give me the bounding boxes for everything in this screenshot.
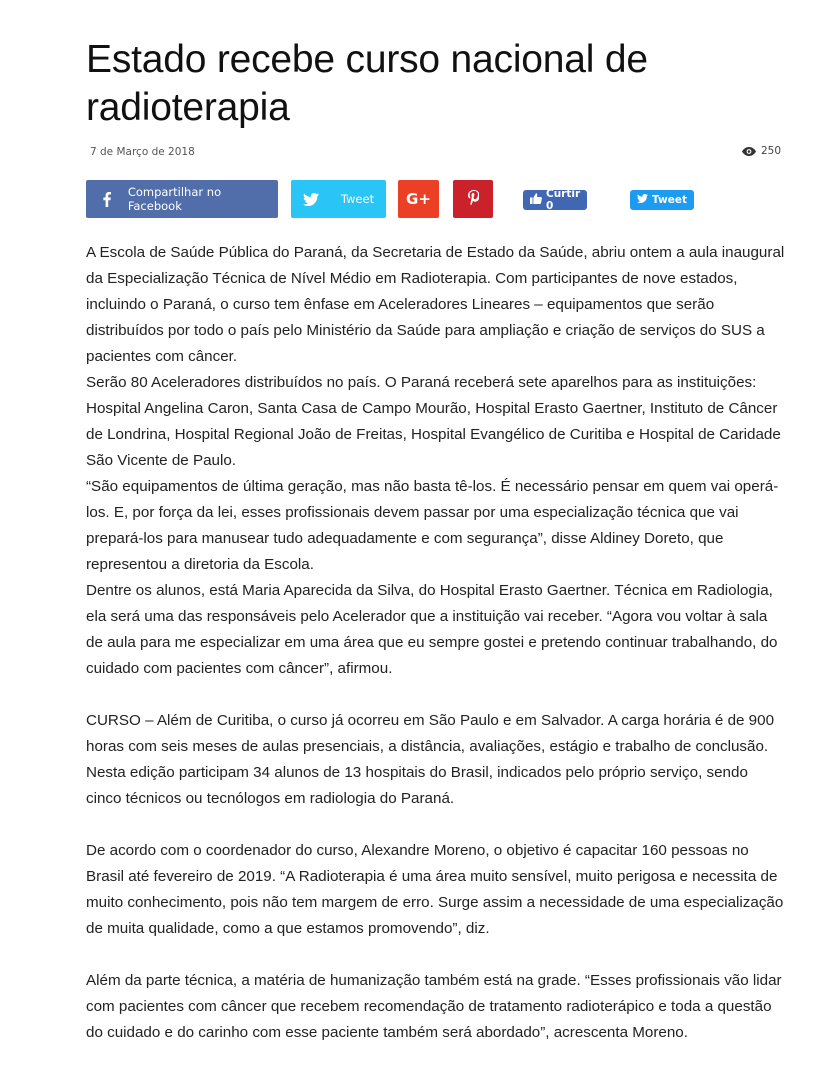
article-paragraph: Além da parte técnica, a matéria de humanização também está na grade. “Esses profissionais vão lidar com pacientes com câncer que recebem recomendação de tratamento radioterápico e toda a questão do cuidado e do carinho com esse paciente também será abordado”, acrescenta Moreno. <box>86 972 782 1041</box>
eye-icon <box>742 147 756 156</box>
article-title: Estado recebe curso nacional de radioterapia <box>86 38 648 129</box>
article-paragraph: “São equipamentos de última geração, mas não basta tê-los. É necessário pensar em quem vai operá-los. E, por força da lei, esses profissionais devem passar por uma especialização técnica que vai prepará-los para manusear tudo adequadamente e com segurança”, disse Aldiney Doreto, que representou a diretoria da Escola. <box>86 478 779 573</box>
share-pinterest-button[interactable] <box>453 180 493 218</box>
view-count <box>742 145 781 157</box>
facebook-like-label: Curtir 0 <box>546 188 581 212</box>
article-paragraph: De acordo com o coordenador do curso, Alexandre Moreno, o objetivo é capacitar 160 pessoas no Brasil até fevereiro de 2019. “A Radioterapia é uma área muito sensível, muito perigosa e necessita de muito conhecimento, pois não tem margem de erro. Surge assim a necessidade de uma especialização de muita qualidade, como a que estamos promovendo”, diz. <box>86 842 784 937</box>
googleplus-icon: G+ <box>406 190 431 208</box>
share-facebook-button[interactable] <box>86 180 278 218</box>
article-paragraph: A Escola de Saúde Pública do Paraná, da Secretaria de Estado da Saúde, abriu ontem a aula inaugural da Especialização Técnica de Nível Médio em Radioterapia. Com participantes de nove estados, incluindo o Paraná, o curso tem ênfase em Aceleradores Lineares – equipamentos que serão distribuídos por todo o país pelo Ministério da Saúde para ampliação e criação de serviços do SUS a pacientes com câncer. <box>86 244 785 365</box>
twitter-icon <box>637 194 648 206</box>
article-paragraph: Serão 80 Aceleradores distribuídos no país. O Paraná receberá sete aparelhos para as instituições: Hospital Angelina Caron, Santa Casa de Campo Mourão, Hospital Erasto Gaertner, Instituto de Câncer de Londrina, Hospital Regional João de Freitas, Hospital Evangélico de Curitiba e Hospital de Caridade São Vicente de Paulo. <box>86 374 781 469</box>
twitter-icon <box>303 193 319 206</box>
thumbs-up-icon <box>530 193 542 207</box>
pinterest-icon <box>468 190 479 208</box>
tweet-button-label: Tweet <box>652 194 687 206</box>
facebook-like-button[interactable] <box>523 190 587 210</box>
view-count-value: 250 <box>760 145 781 157</box>
share-googleplus-button[interactable] <box>398 180 439 218</box>
share-twitter-button[interactable] <box>291 180 386 218</box>
tweet-button[interactable] <box>630 190 694 210</box>
facebook-icon <box>90 192 124 207</box>
article-paragraph: CURSO – Além de Curitiba, o curso já ocorreu em São Paulo e em Salvador. A carga horária é de 900 horas com seis meses de aulas presenciais, a distância, avaliações, estágio e trabalho de conclusão. Nesta edição participam 34 alunos de 13 hospitais do Brasil, indicados pelo próprio serviço, sendo cinco técnicos ou tecnólogos em radiologia do Paraná. <box>86 712 775 807</box>
article-paragraph: Dentre os alunos, está Maria Aparecida da Silva, do Hospital Erasto Gaertner. Técnica em Radiologia, ela será uma das responsáveis pelo Acelerador que a instituição vai receber. “Agora vou voltar à sala de aula para me especializar em uma área que eu sempre gostei e pretendo continuar trabalhando, do cuidado com pacientes com câncer”, afirmou. <box>86 582 778 677</box>
article-date: 7 de Março de 2018 <box>90 146 195 158</box>
share-twitter-label: Tweet <box>340 192 375 206</box>
article-body <box>86 240 786 1046</box>
share-facebook-label: Compartilhar no Facebook <box>127 185 222 213</box>
